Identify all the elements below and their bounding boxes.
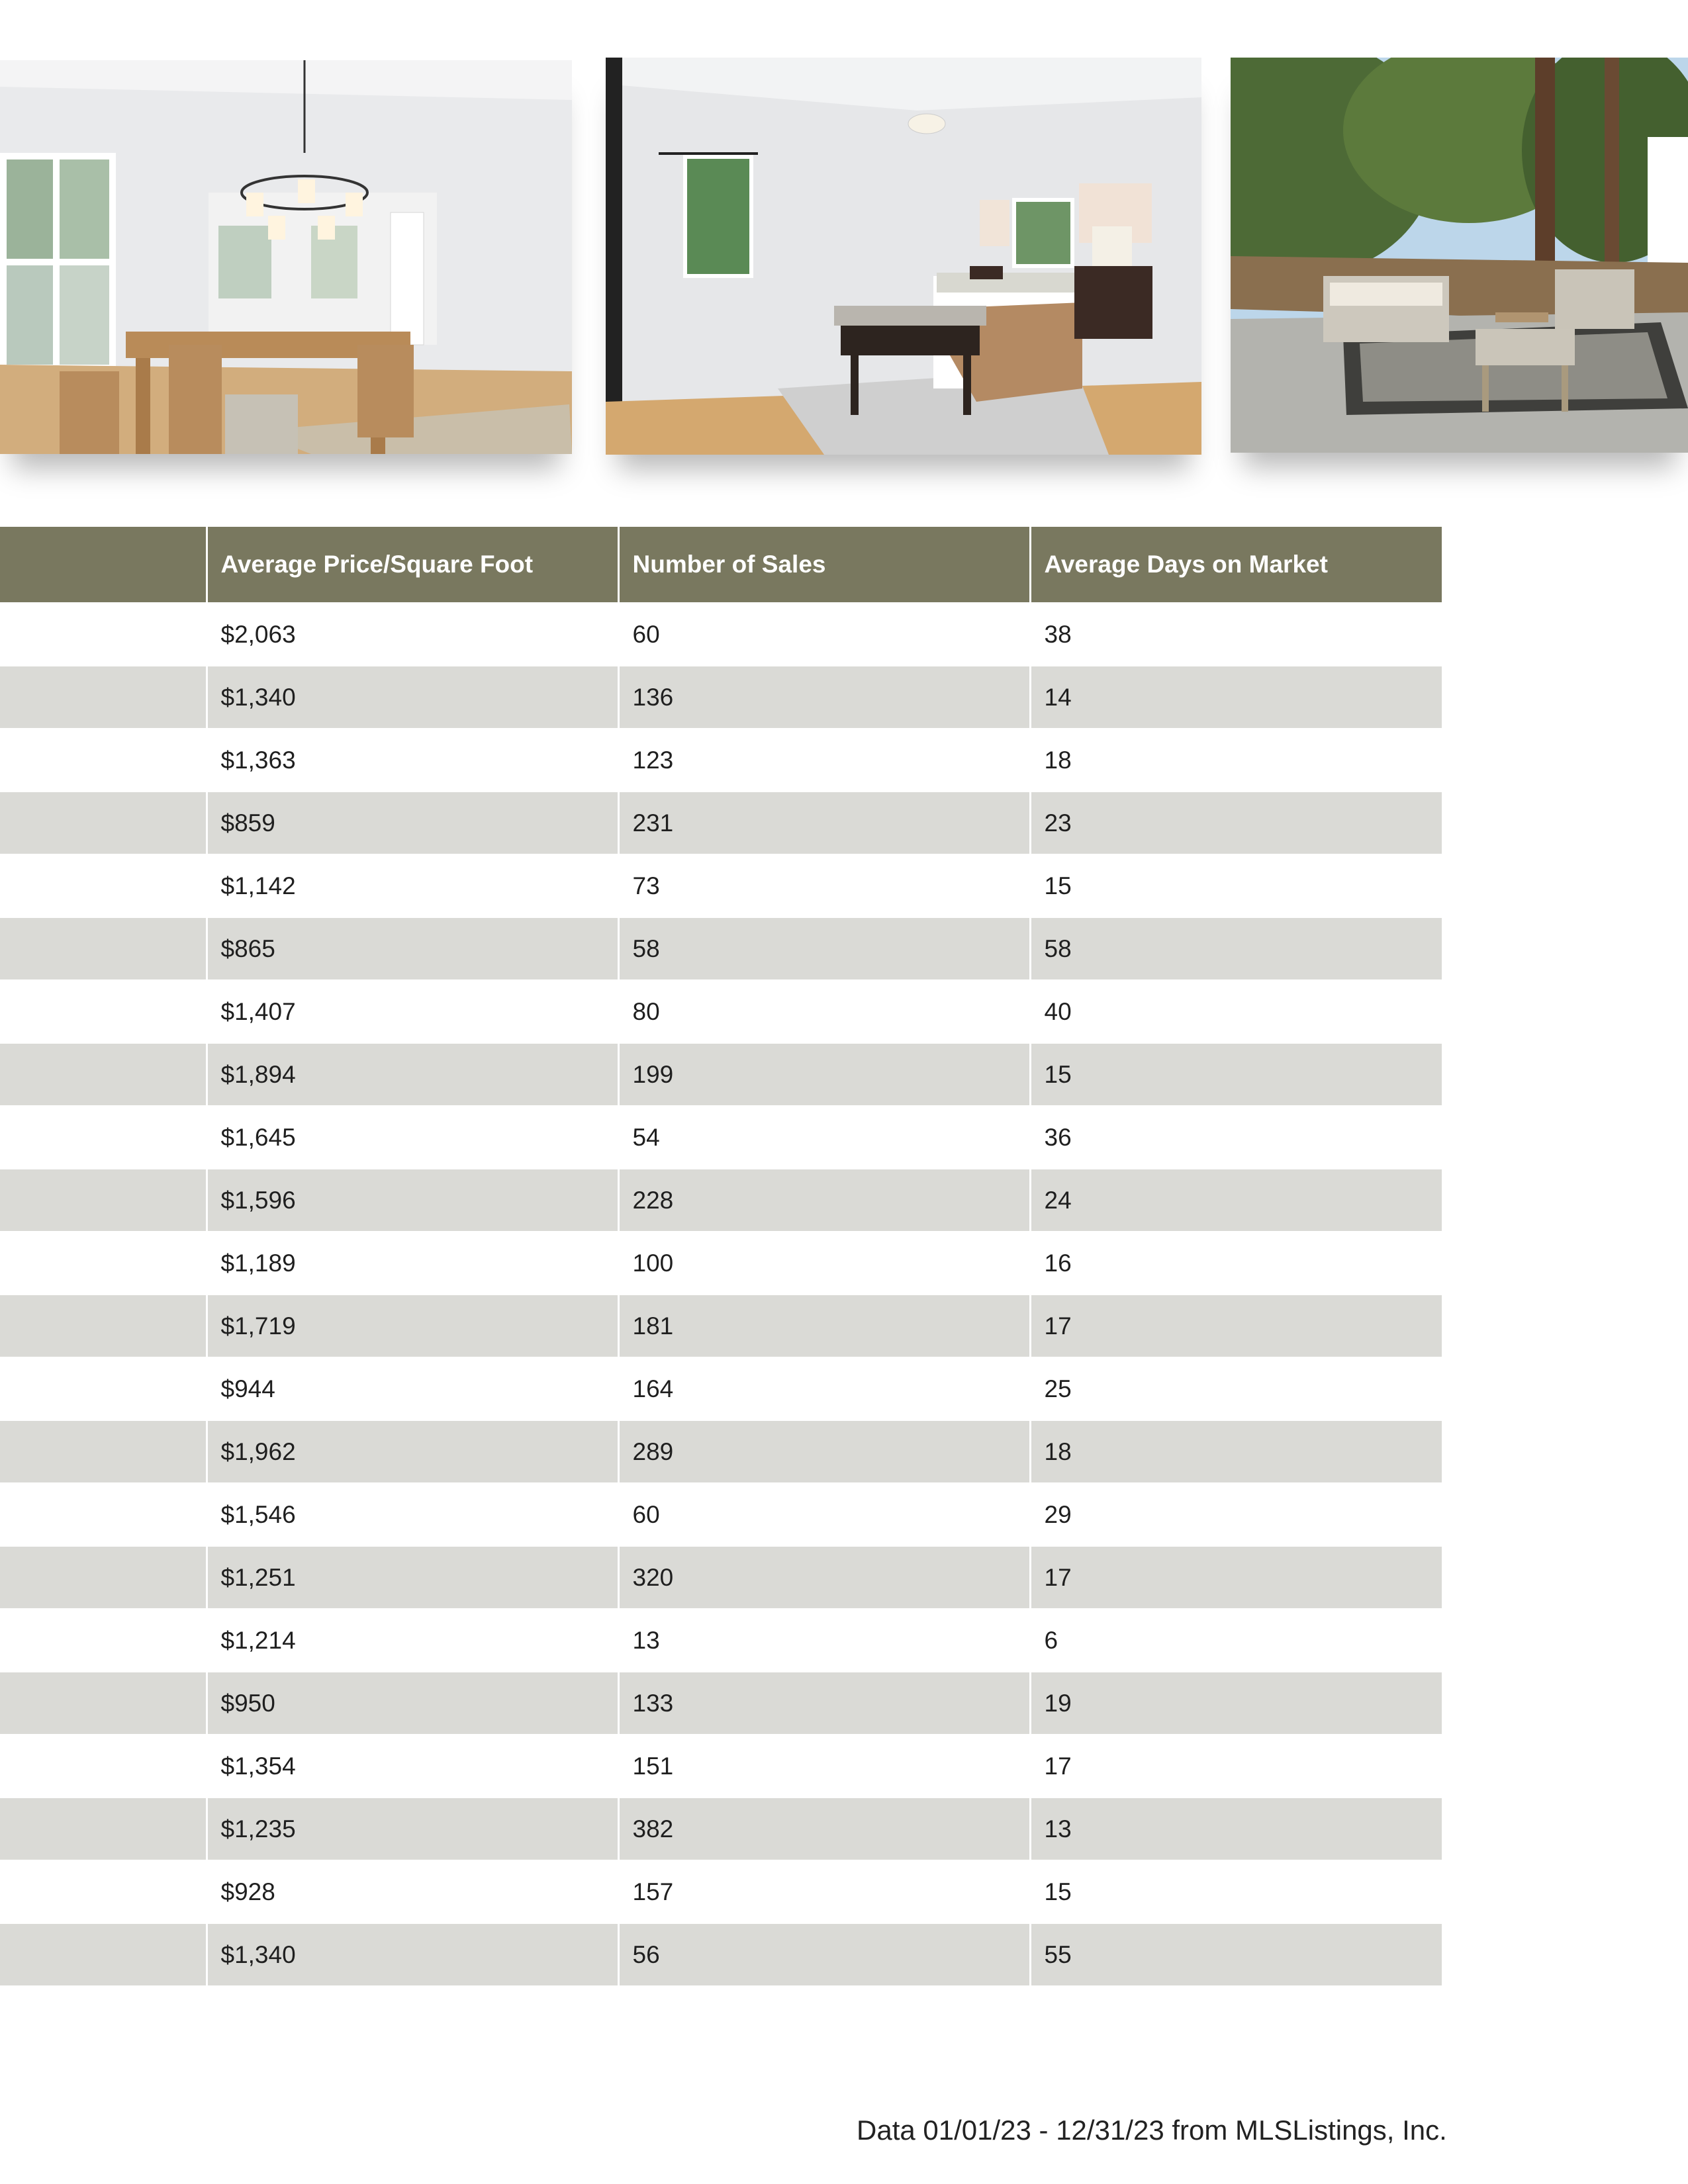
- avg-price-sqft-cell: $944: [207, 1357, 618, 1421]
- number-of-sales-cell: 56: [618, 1924, 1030, 1985]
- table-row: [0, 1169, 1442, 1231]
- avg-days-on-market-cell: 58: [1030, 918, 1442, 979]
- bedroom-photo: [606, 58, 1201, 455]
- table-row: [0, 1608, 1442, 1672]
- number-of-sales-cell: 289: [618, 1421, 1030, 1482]
- city-cell: [0, 666, 207, 728]
- table-row: [0, 1357, 1442, 1421]
- city-cell: [0, 1105, 207, 1169]
- city-cell: [0, 979, 207, 1044]
- number-of-sales-cell: 320: [618, 1547, 1030, 1608]
- avg-price-sqft-cell: $1,363: [207, 728, 618, 792]
- avg-days-on-market-cell: 18: [1030, 1421, 1442, 1482]
- table-row: [0, 854, 1442, 918]
- city-cell: [0, 1169, 207, 1231]
- avg-days-on-market-cell: 17: [1030, 1547, 1442, 1608]
- avg-days-on-market-cell: 25: [1030, 1357, 1442, 1421]
- table-row: [0, 918, 1442, 979]
- city-cell: [0, 1295, 207, 1357]
- patio-photo: [1231, 58, 1688, 453]
- city-cell: [0, 1924, 207, 1985]
- avg-days-on-market-cell: 55: [1030, 1924, 1442, 1985]
- number-of-sales-cell: 382: [618, 1798, 1030, 1860]
- avg-price-sqft-cell: $1,142: [207, 854, 618, 918]
- avg-price-sqft-cell: $1,719: [207, 1295, 618, 1357]
- number-of-sales-cell: 228: [618, 1169, 1030, 1231]
- city-cell: [0, 854, 207, 918]
- avg-price-sqft-cell: $950: [207, 1672, 618, 1734]
- avg-days-on-market-cell: 23: [1030, 792, 1442, 854]
- table-row: [0, 1295, 1442, 1357]
- number-of-sales-cell: 136: [618, 666, 1030, 728]
- number-of-sales-cell: 199: [618, 1044, 1030, 1105]
- avg-days-on-market-cell: 38: [1030, 602, 1442, 666]
- avg-price-sqft-cell: $859: [207, 792, 618, 854]
- avg-price-sqft-cell: $865: [207, 918, 618, 979]
- city-cell: [0, 1608, 207, 1672]
- city-cell: [0, 728, 207, 792]
- avg-price-sqft-cell: $1,235: [207, 1798, 618, 1860]
- number-of-sales-cell: 100: [618, 1231, 1030, 1295]
- header-number-of-sales: Number of Sales: [618, 527, 1030, 602]
- avg-days-on-market-cell: 15: [1030, 854, 1442, 918]
- table-row: [0, 1672, 1442, 1734]
- avg-price-sqft-cell: $1,645: [207, 1105, 618, 1169]
- avg-days-on-market-cell: 24: [1030, 1169, 1442, 1231]
- avg-days-on-market-cell: 14: [1030, 666, 1442, 728]
- number-of-sales-cell: 58: [618, 918, 1030, 979]
- avg-days-on-market-cell: 29: [1030, 1482, 1442, 1547]
- city-cell: [0, 1231, 207, 1295]
- number-of-sales-cell: 60: [618, 602, 1030, 666]
- data-source-note: Data 01/01/23 - 12/31/23 from MLSListings, Inc.: [857, 2115, 1447, 2146]
- table-row: [0, 979, 1442, 1044]
- city-cell: [0, 1860, 207, 1924]
- city-cell: [0, 602, 207, 666]
- city-cell: [0, 1044, 207, 1105]
- city-cell: [0, 1421, 207, 1482]
- table-row: [0, 666, 1442, 728]
- avg-price-sqft-cell: $1,340: [207, 666, 618, 728]
- header-avg-days-on-market: Average Days on Market: [1030, 527, 1442, 602]
- number-of-sales-cell: 80: [618, 979, 1030, 1044]
- avg-price-sqft-cell: $1,962: [207, 1421, 618, 1482]
- avg-days-on-market-cell: 36: [1030, 1105, 1442, 1169]
- number-of-sales-cell: 54: [618, 1105, 1030, 1169]
- avg-days-on-market-cell: 16: [1030, 1231, 1442, 1295]
- number-of-sales-cell: 164: [618, 1357, 1030, 1421]
- table-row: [0, 728, 1442, 792]
- city-cell: [0, 1547, 207, 1608]
- number-of-sales-cell: 13: [618, 1608, 1030, 1672]
- table-body: [0, 602, 1442, 1985]
- avg-days-on-market-cell: 17: [1030, 1734, 1442, 1798]
- table-row: [0, 1547, 1442, 1608]
- avg-price-sqft-cell: $1,251: [207, 1547, 618, 1608]
- avg-price-sqft-cell: $1,546: [207, 1482, 618, 1547]
- avg-price-sqft-cell: $1,894: [207, 1044, 618, 1105]
- avg-price-sqft-cell: $1,596: [207, 1169, 618, 1231]
- table-row: [0, 1734, 1442, 1798]
- avg-price-sqft-cell: $928: [207, 1860, 618, 1924]
- number-of-sales-cell: 123: [618, 728, 1030, 792]
- table-row: [0, 792, 1442, 854]
- avg-price-sqft-cell: $1,407: [207, 979, 618, 1044]
- table-row: [0, 1924, 1442, 1985]
- avg-days-on-market-cell: 19: [1030, 1672, 1442, 1734]
- city-cell: [0, 1734, 207, 1798]
- number-of-sales-cell: 151: [618, 1734, 1030, 1798]
- city-cell: [0, 918, 207, 979]
- city-cell: [0, 1357, 207, 1421]
- table-row: [0, 1105, 1442, 1169]
- table-row: [0, 1044, 1442, 1105]
- city-cell: [0, 1672, 207, 1734]
- table-row: [0, 602, 1442, 666]
- market-stats-table: [0, 527, 1442, 1985]
- avg-days-on-market-cell: 40: [1030, 979, 1442, 1044]
- avg-price-sqft-cell: $2,063: [207, 602, 618, 666]
- city-cell: [0, 792, 207, 854]
- number-of-sales-cell: 133: [618, 1672, 1030, 1734]
- header-city: [0, 527, 207, 602]
- table-row: [0, 1231, 1442, 1295]
- number-of-sales-cell: 231: [618, 792, 1030, 854]
- city-cell: [0, 1482, 207, 1547]
- table-row: [0, 1860, 1442, 1924]
- table-row: [0, 1482, 1442, 1547]
- number-of-sales-cell: 157: [618, 1860, 1030, 1924]
- dining-room-photo: [0, 60, 572, 454]
- avg-days-on-market-cell: 6: [1030, 1608, 1442, 1672]
- avg-days-on-market-cell: 17: [1030, 1295, 1442, 1357]
- avg-price-sqft-cell: $1,354: [207, 1734, 618, 1798]
- avg-price-sqft-cell: $1,214: [207, 1608, 618, 1672]
- header-avg-price-sqft: Average Price/Square Foot: [207, 527, 618, 602]
- table-row: [0, 1798, 1442, 1860]
- table-row: [0, 1421, 1442, 1482]
- table-header-row: [0, 527, 1442, 602]
- number-of-sales-cell: 73: [618, 854, 1030, 918]
- avg-price-sqft-cell: $1,340: [207, 1924, 618, 1985]
- avg-days-on-market-cell: 15: [1030, 1860, 1442, 1924]
- avg-price-sqft-cell: $1,189: [207, 1231, 618, 1295]
- city-cell: [0, 1798, 207, 1860]
- avg-days-on-market-cell: 13: [1030, 1798, 1442, 1860]
- number-of-sales-cell: 60: [618, 1482, 1030, 1547]
- avg-days-on-market-cell: 15: [1030, 1044, 1442, 1105]
- number-of-sales-cell: 181: [618, 1295, 1030, 1357]
- avg-days-on-market-cell: 18: [1030, 728, 1442, 792]
